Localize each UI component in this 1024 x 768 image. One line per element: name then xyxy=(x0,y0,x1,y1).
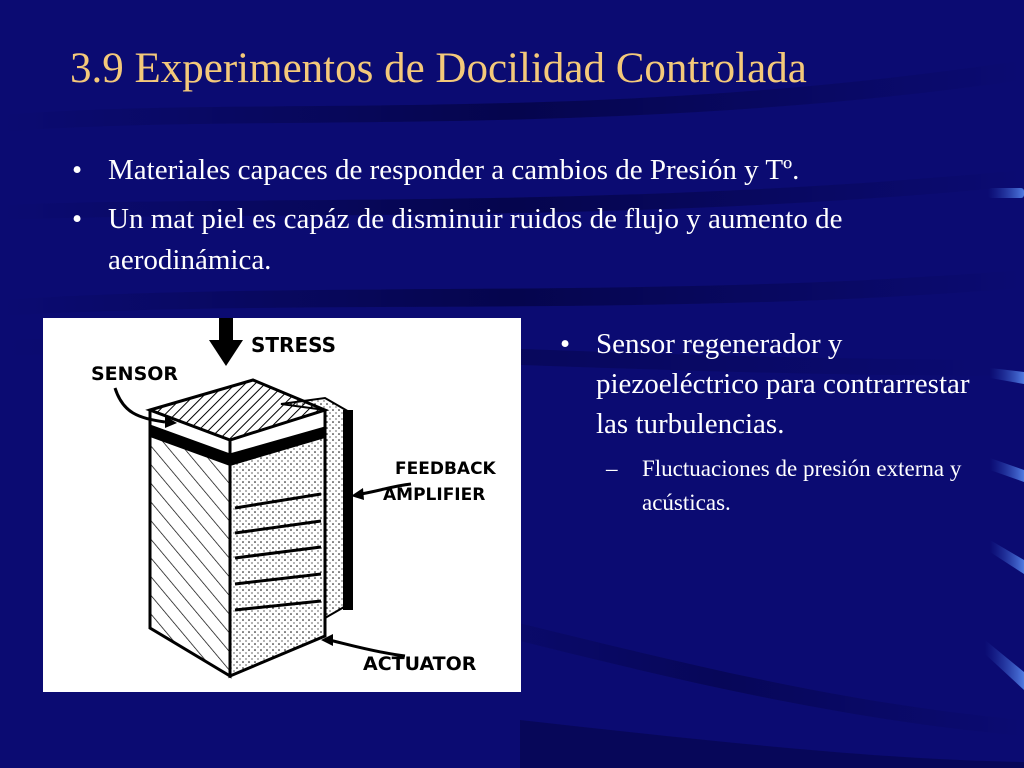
bullet-marker: • xyxy=(560,328,571,360)
bullet-item xyxy=(72,199,972,281)
actuator-label: ACTUATOR xyxy=(363,653,477,675)
side-sub-bullet-item xyxy=(606,452,980,520)
bullet-text: Un mat piel es capáz de disminuir ruidos de flujo y aumento de aerodinámica. xyxy=(108,203,843,276)
side-bullets xyxy=(560,324,980,520)
bullet-marker: • xyxy=(72,154,83,186)
side-bullet-item xyxy=(560,324,980,444)
amplifier-label: AMPLIFIER xyxy=(383,485,486,505)
stress-arrow-icon xyxy=(209,318,243,366)
sensor-actuator-diagram xyxy=(43,318,521,692)
slide-title: 3.9 Experimentos de Docilidad Controlada xyxy=(70,45,807,92)
stress-label: STRESS xyxy=(251,333,337,357)
side-sub-bullet-text: Fluctuaciones de presión externa y acústicas. xyxy=(642,456,962,515)
bullet-item xyxy=(72,150,972,191)
bullet-list xyxy=(72,150,972,289)
bullet-marker: • xyxy=(72,203,83,235)
sub-bullet-marker: – xyxy=(606,456,618,481)
sensor-label: SENSOR xyxy=(91,363,179,385)
bullet-text: Materiales capaces de responder a cambios de Presión y Tº. xyxy=(108,154,800,186)
feedback-label: FEEDBACK xyxy=(395,459,496,479)
side-bullet-text: Sensor regenerador y piezoeléctrico para contrarrestar las turbulencias. xyxy=(596,328,970,440)
